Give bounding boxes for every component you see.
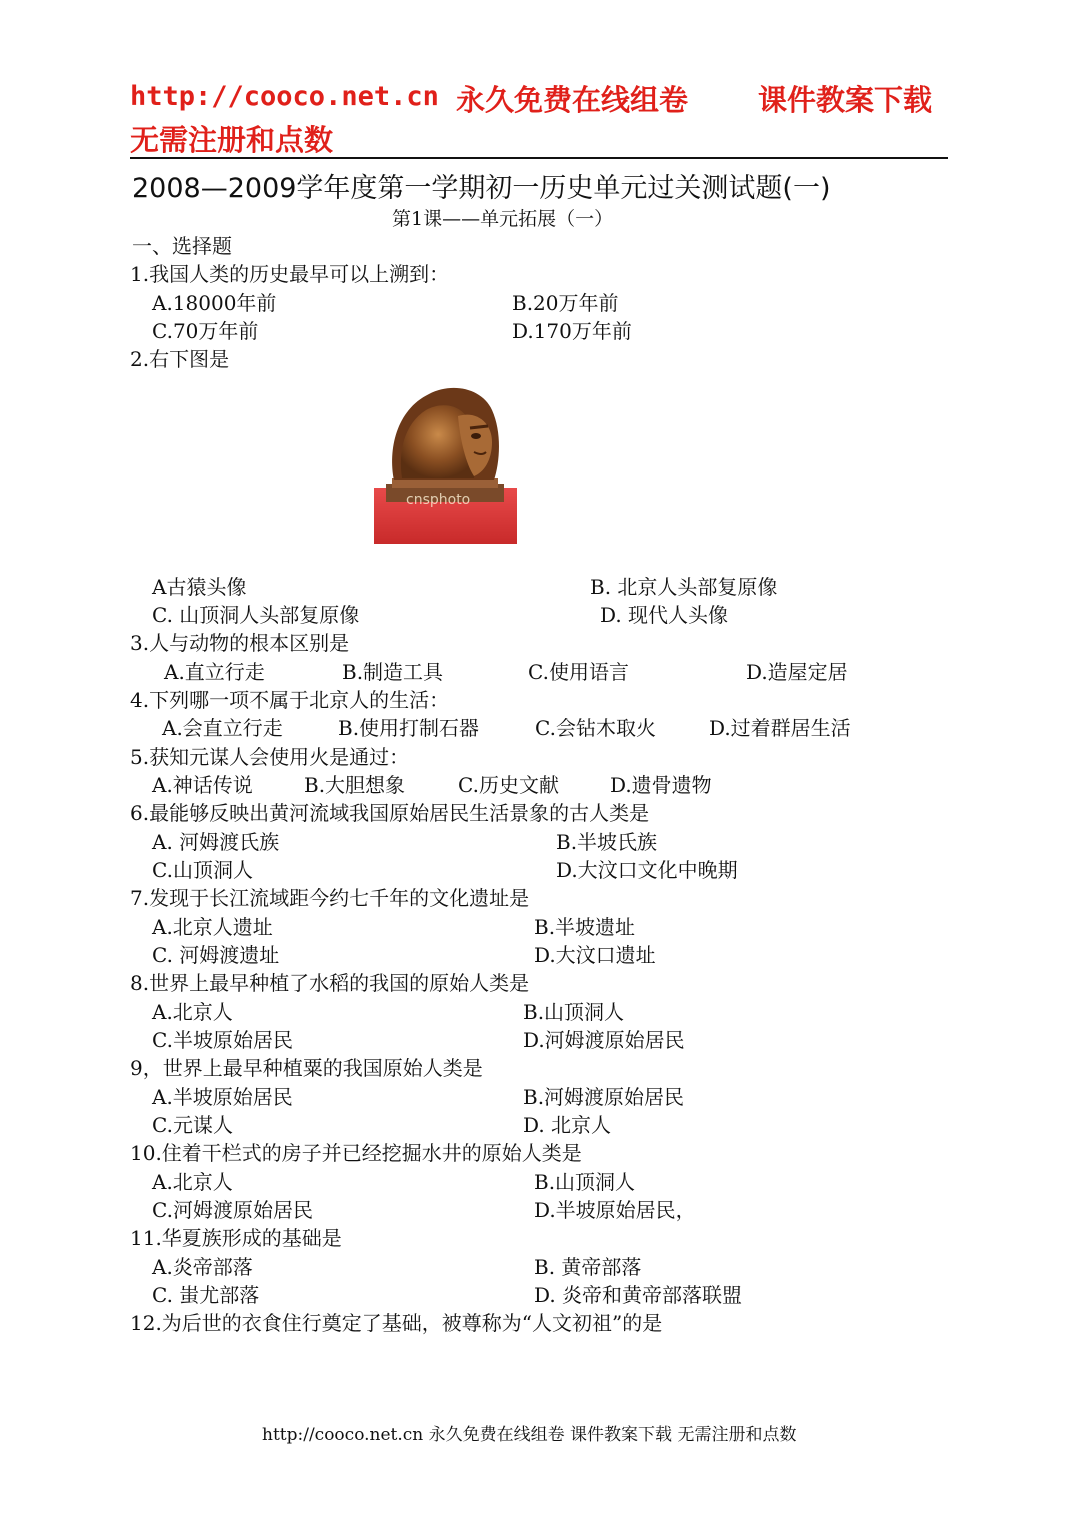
question-3-option-d: D.造屋定居 — [746, 660, 848, 684]
question-7-option-d: D.大汶口遗址 — [534, 943, 656, 967]
page-subtitle: 第1课——单元拓展（一） — [392, 208, 614, 230]
question-1-stem: 1.我国人类的历史最早可以上溯到： — [130, 262, 450, 286]
question-9-option-d: D. 北京人 — [523, 1113, 612, 1137]
header-slogan-1: 永久免费在线组卷 — [456, 83, 689, 117]
question-8-option-b: B.山顶洞人 — [523, 1000, 625, 1024]
question-10-option-b: B.山顶洞人 — [534, 1170, 636, 1194]
question-2-option-d: D. 现代人头像 — [600, 603, 729, 627]
header-slogan-2: 课件教案下载 — [758, 83, 933, 117]
question-10-option-c: C.河姆渡原始居民 — [152, 1198, 313, 1222]
question-2-stem: 2.右下图是 — [130, 347, 230, 371]
question-7-option-c: C. 河姆渡遗址 — [152, 943, 280, 967]
question-5-option-d: D.遗骨遗物 — [610, 773, 712, 797]
question-8-option-a: A.北京人 — [152, 1000, 233, 1024]
question-11-option-b: B. 黄帝部落 — [534, 1255, 642, 1279]
question-3-option-c: C.使用语言 — [528, 660, 629, 684]
page-title: 2008—2009学年度第一学期初一历史单元过关测试题(一) — [132, 173, 831, 204]
question-9-option-a: A.半坡原始居民 — [152, 1085, 293, 1109]
question-8-option-d: D.河姆渡原始居民 — [523, 1028, 685, 1052]
question-1-option-c: C.70万年前 — [152, 319, 259, 343]
question-2-option-b: B. 北京人头部复原像 — [590, 575, 778, 599]
question-10-stem: 10.住着干栏式的房子并已经挖掘水井的原始人类是 — [130, 1141, 582, 1165]
question-3-option-b: B.制造工具 — [342, 660, 444, 684]
question-6-option-a: A. 河姆渡氏族 — [152, 830, 280, 854]
question-10-option-d: D.半坡原始居民， — [534, 1198, 696, 1222]
header-banner — [130, 78, 933, 117]
question-11-option-c: C. 蚩尤部落 — [152, 1283, 260, 1307]
question-5-option-b: B.大胆想象 — [304, 773, 406, 797]
question-3-stem: 3.人与动物的根本区别是 — [130, 631, 350, 655]
question-3-option-a: A.直立行走 — [164, 660, 265, 684]
section-heading: 一、选择题 — [132, 234, 232, 258]
question-7-option-b: B.半坡遗址 — [534, 915, 636, 939]
question-12-stem: 12.为后世的衣食住行奠定了基础，被尊称为“人文初祖”的是 — [130, 1311, 663, 1335]
question-6-option-d: D.大汶口文化中晚期 — [556, 858, 738, 882]
image-watermark: cnsphoto — [406, 492, 471, 508]
question-7-option-a: A.北京人遗址 — [152, 915, 273, 939]
question-5-option-a: A.神话传说 — [152, 773, 253, 797]
question-11-stem: 11.华夏族形成的基础是 — [130, 1226, 342, 1250]
question-1-option-d: D.170万年前 — [512, 319, 632, 343]
peking-man-bust-image — [374, 380, 517, 544]
question-9-option-c: C.元谋人 — [152, 1113, 233, 1137]
question-1-option-b: B.20万年前 — [512, 291, 619, 315]
question-8-stem: 8.世界上最早种植了水稻的我国的原始人类是 — [130, 971, 530, 995]
question-6-option-c: C.山顶洞人 — [152, 858, 253, 882]
question-2-option-c: C. 山顶洞人头部复原像 — [152, 603, 360, 627]
question-1-option-a: A.18000年前 — [152, 291, 277, 315]
question-2-option-a: A古猿头像 — [152, 575, 247, 599]
question-11-option-a: A.炎帝部落 — [152, 1255, 253, 1279]
question-4-option-b: B.使用打制石器 — [338, 716, 480, 740]
question-9-stem: 9，世界上最早种植粟的我国原始人类是 — [130, 1056, 483, 1080]
question-5-option-c: C.历史文献 — [458, 773, 559, 797]
question-4-option-c: C.会钻木取火 — [535, 716, 656, 740]
question-6-option-b: B.半坡氏族 — [556, 830, 658, 854]
question-9-option-b: B.河姆渡原始居民 — [523, 1085, 685, 1109]
page-footer: http://cooco.net.cn 永久免费在线组卷 课件教案下载 无需注册和点数 — [262, 1425, 797, 1445]
header-url-link[interactable]: http://cooco.net.cn — [130, 81, 439, 112]
question-11-option-d: D. 炎帝和黄帝部落联盟 — [534, 1283, 743, 1307]
question-4-stem: 4.下列哪一项不属于北京人的生活： — [130, 688, 450, 712]
question-4-option-a: A.会直立行走 — [162, 716, 283, 740]
question-4-option-d: D.过着群居生活 — [709, 716, 851, 740]
header-divider — [130, 157, 948, 159]
question-7-stem: 7.发现于长江流域距今约七千年的文化遗址是 — [130, 886, 530, 910]
question-10-option-a: A.北京人 — [152, 1170, 233, 1194]
question-6-stem: 6.最能够反映出黄河流域我国原始居民生活景象的古人类是 — [130, 801, 650, 825]
question-8-option-c: C.半坡原始居民 — [152, 1028, 293, 1052]
header-slogan-3: 无需注册和点数 — [130, 123, 334, 157]
question-5-stem: 5.获知元谋人会使用火是通过： — [130, 745, 410, 769]
